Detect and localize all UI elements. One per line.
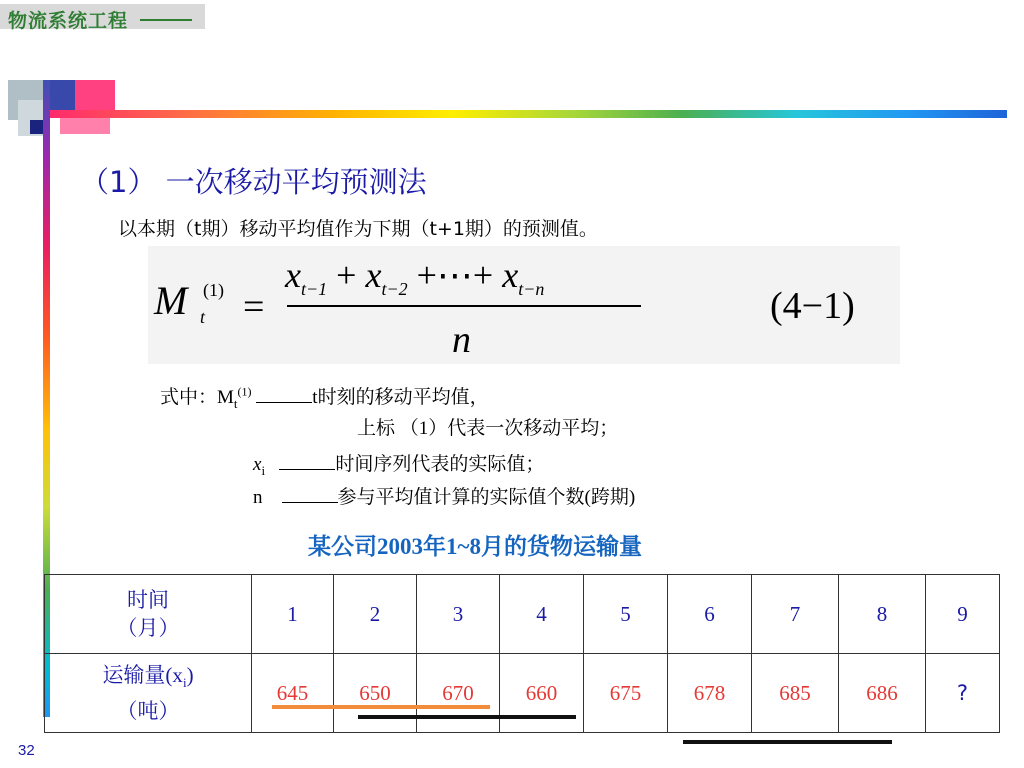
formula-term-sub: t−2: [381, 279, 408, 300]
note-text: t时刻的移动平均值，: [312, 387, 489, 408]
slide-description: 以本期（t期）移动平均值作为下期（t+1期）的预测值。: [118, 218, 598, 240]
highlight-underline-black: [358, 715, 576, 719]
note-line: [253, 449, 544, 479]
data-table: [44, 574, 1000, 733]
deco-square: [50, 80, 75, 110]
month-cell: 8: [839, 575, 926, 654]
note-symbol: n: [253, 487, 263, 508]
month-cell: 4: [500, 575, 584, 654]
note-prefix: 式中：: [160, 387, 218, 408]
volume-cell: 650: [334, 654, 417, 733]
formula-denominator: n: [452, 319, 471, 361]
unknown-cell: ?: [926, 654, 1000, 733]
row-header-line: [45, 661, 251, 697]
header-title: 物流系统工程: [8, 10, 129, 32]
volume-cell: 660: [500, 654, 584, 733]
month-cell: 5: [584, 575, 668, 654]
volume-cell: 675: [584, 654, 668, 733]
highlight-underline-black: [683, 740, 892, 744]
row-header-time: [45, 575, 252, 654]
note-symbol-sub: t: [233, 395, 238, 411]
month-cell: 2: [334, 575, 417, 654]
volume-cell: 686: [839, 654, 926, 733]
formula-ellipsis: +⋯+: [416, 255, 494, 295]
table-row: [45, 575, 1000, 654]
formula-plus: +: [336, 255, 357, 295]
row-header-line: （月）: [116, 616, 180, 640]
note-symbol: M: [217, 387, 234, 408]
row-header-sub: i: [182, 675, 187, 691]
note-text: 参与平均值计算的实际值个数(跨期): [337, 487, 636, 508]
formula-equals: =: [243, 286, 265, 328]
volume-cell: 645: [252, 654, 334, 733]
row-header-line: （吨）: [116, 699, 180, 724]
volume-cell: 670: [417, 654, 500, 733]
note-text: 时间序列代表的实际值；: [335, 454, 545, 475]
volume-cell: 678: [668, 654, 752, 733]
formula-lhs-superscript: (1): [203, 280, 224, 300]
note-blank: [279, 453, 335, 470]
page-number: 32: [18, 742, 35, 759]
formula-term: x: [502, 255, 519, 295]
table-row: [45, 654, 1000, 733]
formula-fraction-bar: [287, 305, 641, 307]
note-symbol: x: [253, 454, 262, 475]
slide-heading: （1） 一次移动平均预测法: [80, 165, 427, 199]
month-cell: 7: [752, 575, 839, 654]
formula-tag: (4−1): [770, 285, 855, 327]
deco-square: [75, 80, 115, 110]
month-cell: 9: [926, 575, 1000, 654]
formula-term: x: [285, 255, 301, 295]
note-line: [160, 382, 489, 412]
note-blank: [256, 386, 312, 403]
row-header-text: 运输量(x: [102, 662, 183, 687]
row-header-volume: [45, 654, 252, 733]
header-underline: [140, 19, 192, 21]
note-symbol-sup: (1): [237, 384, 252, 399]
formula-term-sub: t−1: [300, 279, 328, 300]
deco-square: [60, 118, 110, 134]
rainbow-bar: [50, 110, 1007, 118]
formula-term: x: [365, 255, 382, 295]
month-cell: 6: [668, 575, 752, 654]
note-blank: [282, 486, 338, 503]
formula-lhs-subscript: t: [200, 307, 206, 327]
note-line: 上标 （1）代表一次移动平均；: [357, 418, 619, 439]
note-symbol-sub: i: [261, 462, 266, 478]
volume-cell: 685: [752, 654, 839, 733]
month-cell: 1: [252, 575, 334, 654]
row-header-close: ): [186, 662, 194, 687]
highlight-underline-orange: [272, 705, 490, 709]
note-line: [253, 482, 635, 509]
formula-term-sub: t−n: [518, 279, 545, 300]
row-header-line: 时间: [127, 588, 169, 612]
table-caption: 某公司2003年1~8月的货物运输量: [308, 534, 642, 559]
formula-lhs-symbol: M: [154, 278, 188, 323]
month-cell: 3: [417, 575, 500, 654]
formula-numerator: [285, 254, 544, 300]
